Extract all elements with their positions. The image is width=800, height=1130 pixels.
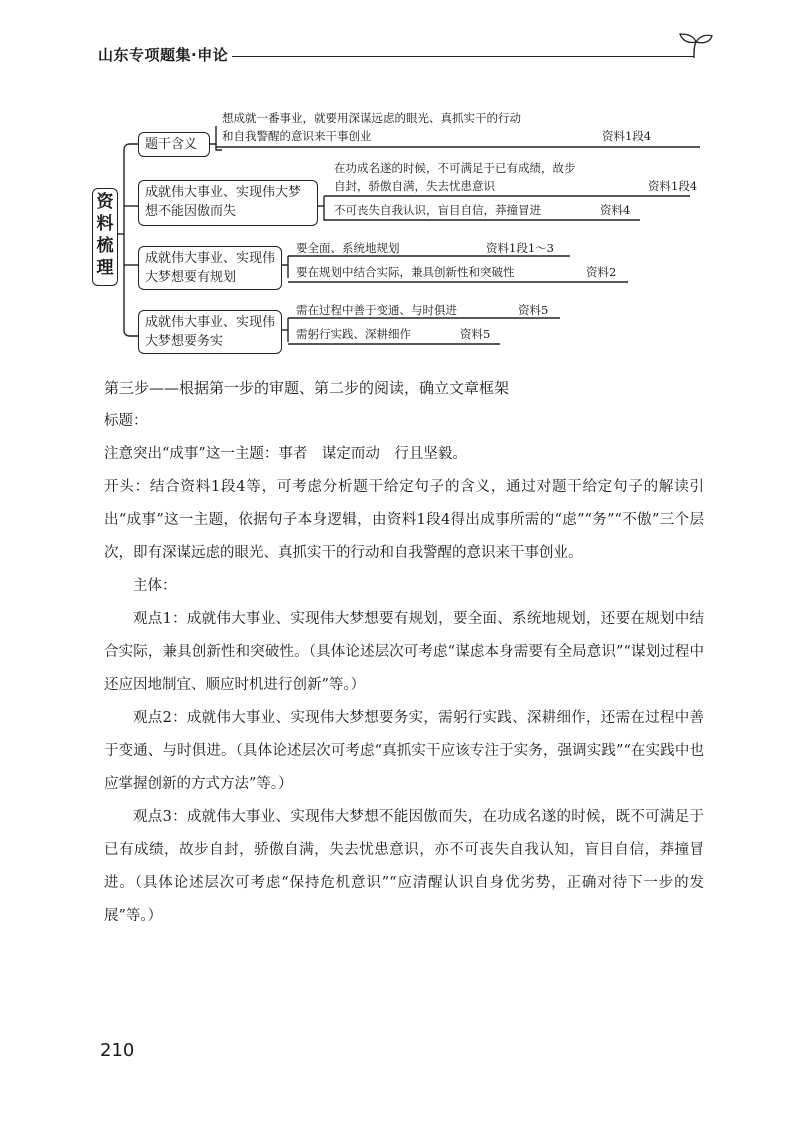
branch3-source-2: 资料2 [586, 265, 617, 279]
branch2-leaf-3: 不可丧失自我认识，盲目自信，莽撞冒进 [334, 203, 541, 217]
point-1: 观点1：成就伟大事业、实现伟大梦想要有规划，要全面、系统地规划，还要在规划中结合实际，兼具创新性和突破性。（具体论述层次可考虑“谋虑本身需要有全局意识”“谋划过程中还应因地制宜、顺应时机进行创新”等。） [104, 611, 704, 693]
branch1-source: 资料1段4 [602, 129, 652, 143]
branch-node-meaning: 题干含义 [138, 132, 210, 157]
mindmap-root-node: 资料梳理 [92, 188, 118, 286]
branch4-source-1: 资料5 [518, 303, 549, 317]
opening-paragraph: 开头：结合资料1段4等，可考虑分析题干给定句子的含义，通过对题干给定句子的解读引出“成事”这一主题，依据句子本身逻辑，由资料1段4得出成事所需的“虑”“务”“不傲”三个层次，即有深谋远虑的眼光、真抓实干的行动和自我警醒的意识来干事创业。 [104, 479, 704, 561]
page-number: 210 [100, 1040, 135, 1061]
branch-node-pragmatic: 成就伟大事业、实现伟大梦想要务实 [138, 310, 282, 354]
main-label: 主体： [133, 578, 177, 594]
running-header-title: 山东专项题集·申论 [98, 46, 229, 64]
title-label: 标题： [104, 413, 148, 429]
branch2-source-2: 资料4 [600, 203, 631, 217]
branch-node-planning: 成就伟大事业、实现伟大梦想要有规划 [138, 246, 282, 290]
branch2-leaf-2: 自封，骄傲自满，失去忧患意识 [334, 179, 495, 193]
point-2: 观点2：成就伟大事业、实现伟大梦想要务实，需躬行实践、深耕细作，还需在过程中善于变通、与时俱进。（具体论述层次可考虑“真抓实干应该专注于实务，强调实践”“在实践中也应掌握创新的方式方法”等。） [104, 710, 704, 792]
branch3-leaf-1: 要全面、系统地规划 [296, 241, 400, 255]
step-heading: 第三步——根据第一步的审题、第二步的阅读，确立文章框架 [104, 379, 510, 397]
branch4-leaf-1: 需在过程中善于变通、与时俱进 [296, 303, 457, 317]
branch3-source-1: 资料1段1～3 [486, 241, 554, 255]
branch2-leaf-1: 在功成名遂的时候，不可满足于已有成绩，故步 [334, 161, 576, 175]
branch4-source-2: 资料5 [460, 327, 491, 341]
body-text [104, 372, 704, 933]
branch4-leaf-2: 需躬行实践、深耕细作 [296, 327, 411, 341]
branch-node-no-arrogance: 成就伟大事业、实现伟大梦想不能因傲而失 [138, 180, 318, 226]
title-note: 注意突出“成事”这一主题：事者 谋定而动 行且坚毅。 [104, 446, 467, 462]
mind-map [0, 0, 800, 380]
branch2-source-1: 资料1段4 [648, 179, 698, 193]
branch3-leaf-2: 要在规划中结合实际，兼具创新性和突破性 [296, 265, 515, 279]
branch1-leaf-1: 想成就一番事业，就要用深谋远虑的眼光、真抓实干的行动 [222, 111, 521, 125]
point-3: 观点3：成就伟大事业、实现伟大梦想不能因傲而失，在功成名遂的时候，既不可满足于已有成绩，故步自封，骄傲自满，失去忧患意识，亦不可丧失自我认知，盲目自信，莽撞冒进。（具体论述层次可考虑“保持危机意识”“应清醒认识自身优劣势，正确对待下一步的发展”等。） [104, 809, 704, 924]
branch1-leaf-2: 和自我警醒的意识来干事创业 [222, 129, 372, 143]
